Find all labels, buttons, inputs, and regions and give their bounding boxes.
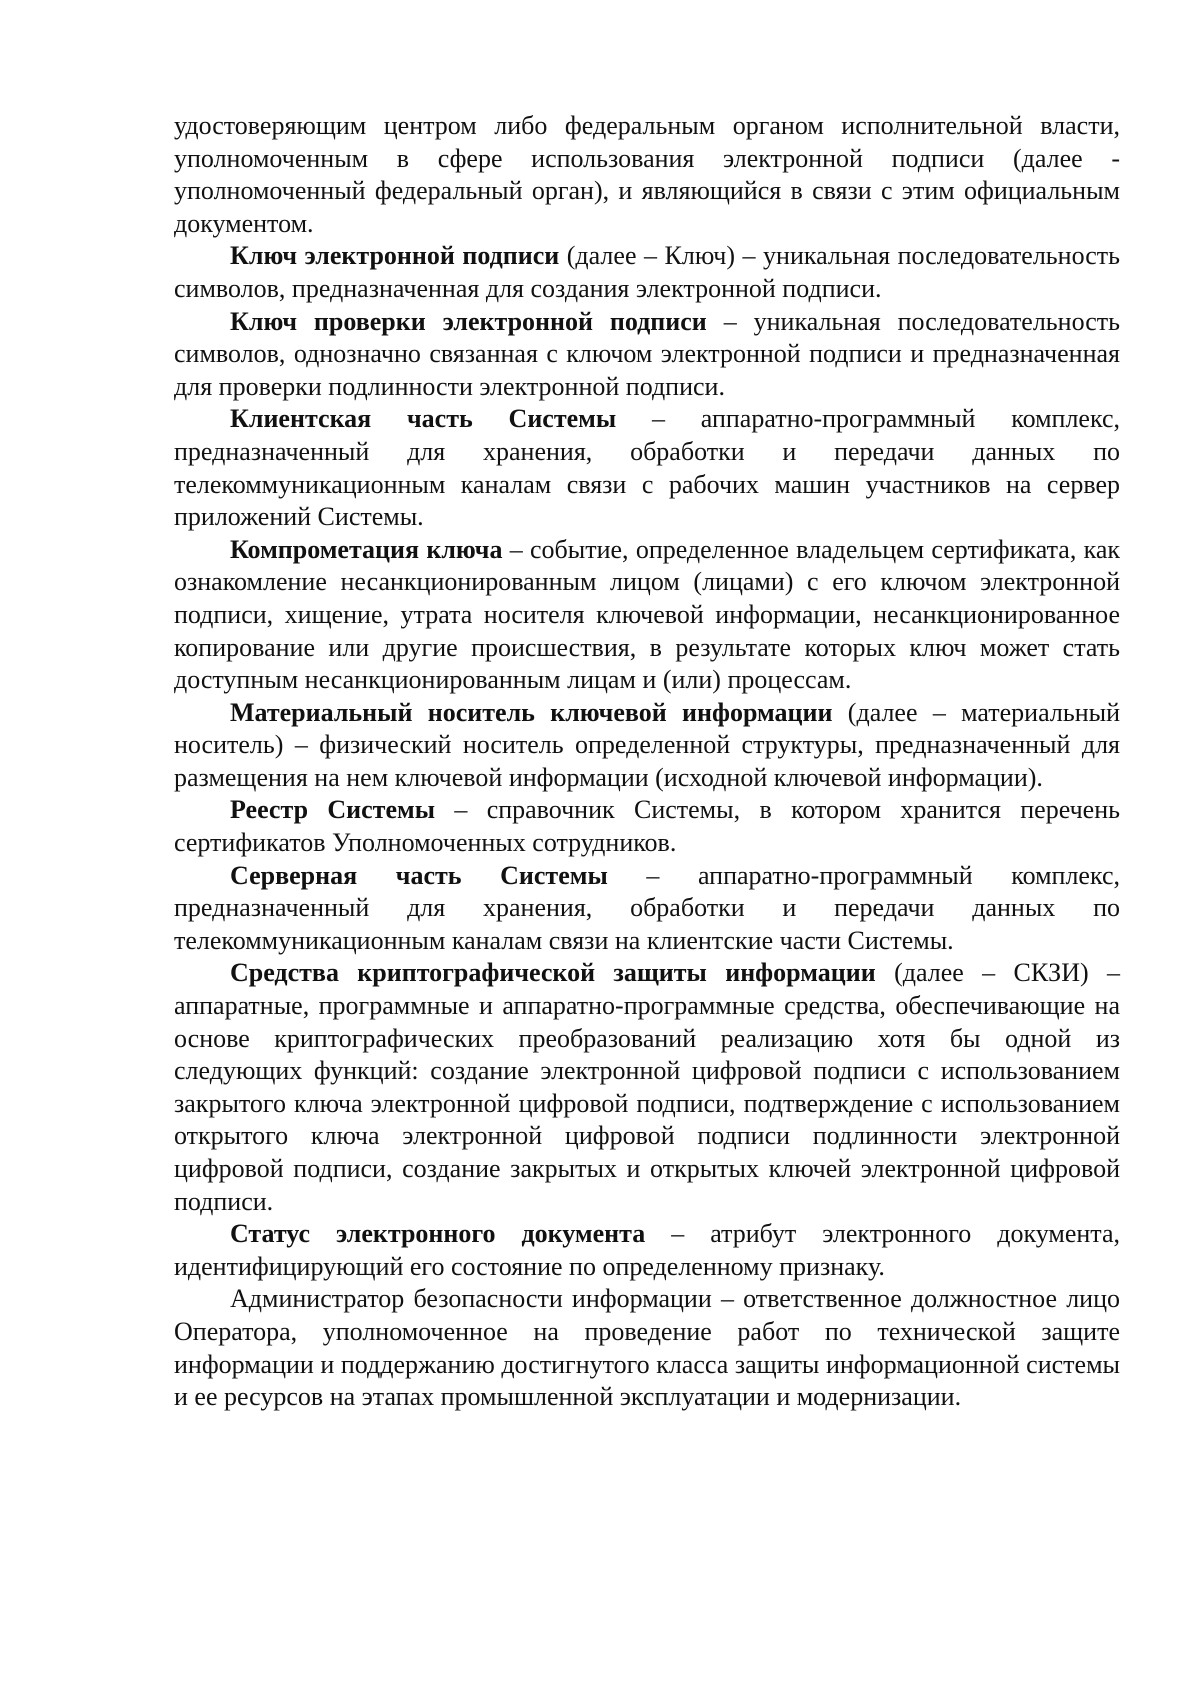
definition-text: (далее – СКЗИ) – аппаратные, программные и аппаратно-программные средства, обеспечивающие на основе криптографических преобразований реализацию хотя бы одной из следующих функций: создание электронной цифровой подписи с использованием закрытого ключа электронной цифровой подписи, подтверждение с использованием открытого ключа электронной цифровой подписи подлинности электронной цифровой подписи, создание закрытых и открытых ключей электронной цифровой подписи.: [174, 958, 1120, 1216]
term: Материальный носитель ключевой информации: [230, 697, 833, 727]
definition-text: (далее – материальный носитель) – физический носитель определенной структуры, предназначенный для размещения на нем ключевой информации (исходной ключевой информации).: [174, 697, 1120, 792]
definition-text: – аппаратно-программный комплекс, предназначенный для хранения, обработки и передачи данных по телекоммуникационным каналам связи на клиентские части Системы.: [174, 860, 1120, 955]
document-page: [174, 110, 1120, 1414]
definition-text: Администратор безопасности информации – ответственное должностное лицо Оператора, уполномоченное на проведение работ по технической защите информации и поддержанию достигнутого класса защиты информационной системы и ее ресурсов на этапах промышленной эксплуатации и модернизации.: [174, 1284, 1120, 1412]
definition-paragraph: [174, 1218, 1120, 1283]
term: Средства криптографической защиты информации: [230, 958, 876, 988]
definition-paragraph: [174, 794, 1120, 859]
paragraph-continuation: [174, 110, 1120, 240]
term: Клиентская часть Системы: [230, 404, 617, 434]
definition-text: – атрибут электронного документа, идентифицирующий его состояние по определенному признаку.: [174, 1219, 1120, 1281]
definition-text: – уникальная последовательность символов, однозначно связанная с ключом электронной подписи и предназначенная для проверки подлинности электронной подписи.: [174, 306, 1120, 401]
paragraph-text: удостоверяющим центром либо федеральным органом исполнительной власти, уполномоченным в сфере использования электронной подписи (далее - уполномоченный федеральный орган), и являющийся в связи с этим официальным документом.: [174, 111, 1120, 238]
term: Серверная часть Системы: [230, 860, 608, 890]
definition-paragraph: [174, 403, 1120, 533]
definition-paragraph: [174, 534, 1120, 697]
term: Ключ проверки электронной подписи: [230, 306, 707, 336]
definition-paragraph: [174, 860, 1120, 958]
definition-text: – справочник Системы, в котором хранится перечень сертификатов Уполномоченных сотрудников.: [174, 795, 1120, 858]
definition-paragraph: [174, 1283, 1120, 1413]
term: Статус электронного документа: [230, 1219, 646, 1249]
definition-paragraph: [174, 306, 1120, 404]
definition-paragraph: [174, 957, 1120, 1218]
definition-text: (далее – Ключ) – уникальная последовательность символов, предназначенная для создания электронной подписи.: [174, 241, 1120, 303]
term: Компрометация ключа: [230, 534, 503, 564]
definition-text: – аппаратно-программный комплекс, предназначенный для хранения, обработки и передачи данных по телекоммуникационным каналам связи с рабочих машин участников на сервер приложений Системы.: [174, 404, 1120, 532]
definition-text: – событие, определенное владельцем сертификата, как ознакомление несанкционированным лицом (лицами) с его ключом электронной подписи, хищение, утрата носителя ключевой информации, несанкционированное копирование или другие происшествия, в результате которых ключ может стать доступным несанкционированным лицам и (или) процессам.: [174, 534, 1120, 695]
term: Реестр Системы: [230, 795, 435, 825]
definition-paragraph: [174, 240, 1120, 305]
definition-paragraph: [174, 697, 1120, 795]
term: Ключ электронной подписи: [230, 241, 560, 271]
